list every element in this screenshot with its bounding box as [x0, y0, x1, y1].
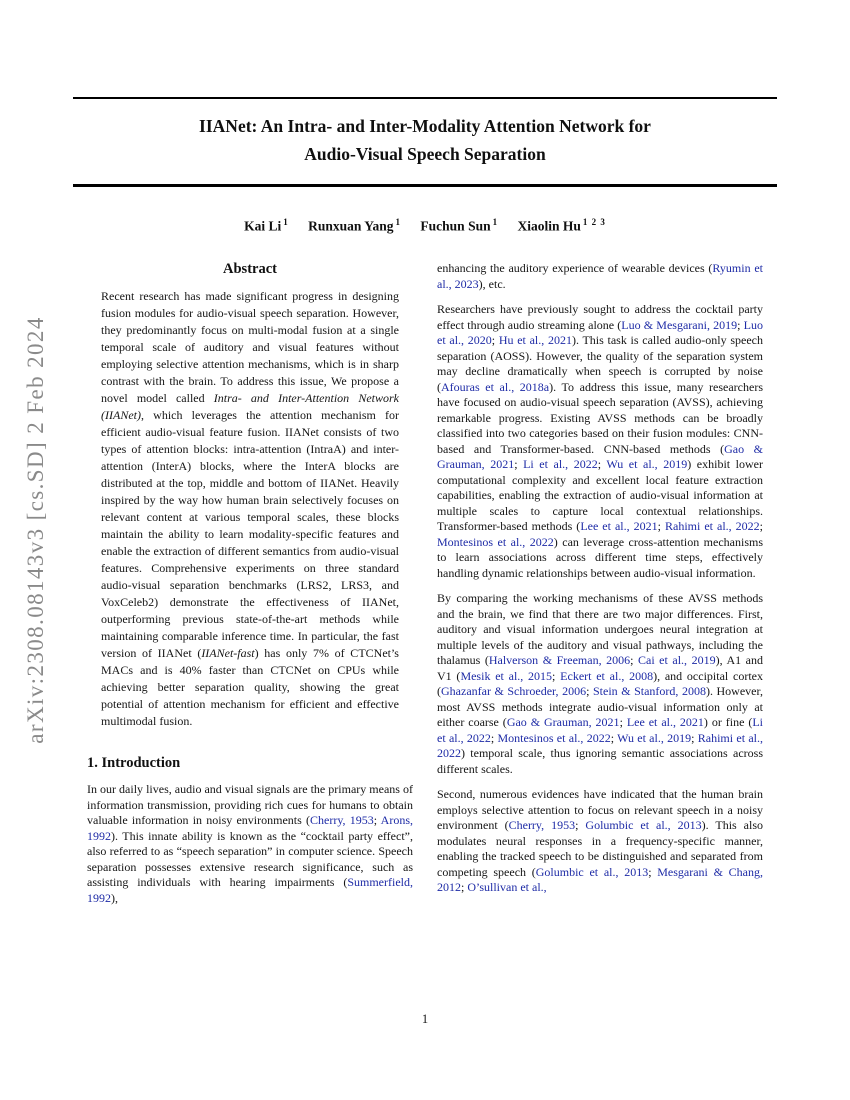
body-text: ;	[657, 519, 665, 533]
author-xiaolin-hu	[517, 217, 605, 235]
body-text: ;	[373, 813, 381, 827]
body-text: ;	[586, 684, 593, 698]
body-text: ) has only 7% of CTCNet’s MACs and is 40% faster than CTCNet on CPUs while achieving better separation quality, showing the great potential of attention mechanism for efficient and effective multimodal fusion.	[101, 646, 399, 728]
body-text: ) can leverage cross-attention mechanisms to learn associations across different time steps, effectively handling dynamic relationships between audio-visual information.	[437, 534, 764, 580]
emphasized-text: IIANet-fast	[201, 646, 255, 660]
citation-link[interactable]: Cherry, 1953	[310, 813, 374, 827]
body-text: ;	[648, 864, 658, 879]
citation-link[interactable]: Wu et al., 2019	[606, 457, 688, 471]
body-text: ), etc.	[478, 276, 506, 291]
citation-link[interactable]: Rahimi et al., 2022	[437, 730, 763, 760]
body-paragraph	[437, 261, 763, 292]
author-kai-li	[244, 217, 289, 235]
author-name: Fuchun Sun	[420, 218, 491, 234]
citation-link[interactable]: Luo & Mesgarani, 2019	[621, 317, 738, 332]
citation-link[interactable]: Montesinos et al., 2022	[437, 534, 554, 549]
author-name: Kai Li	[244, 218, 282, 234]
body-text: ) or fine (	[703, 715, 753, 729]
citation-link[interactable]: Lee et al., 2021	[580, 519, 658, 533]
citation-link[interactable]: Gao & Grauman, 2021	[437, 441, 764, 471]
title-line-1: IIANet: An Intra- and Inter-Modality Attention Network for	[199, 116, 651, 136]
author-line	[73, 217, 777, 235]
intro-paragraph	[87, 782, 413, 906]
body-text: ;	[691, 730, 698, 745]
citation-link[interactable]: Eckert et al., 2008	[560, 668, 654, 683]
citation-link[interactable]: Stein & Stanford, 2008	[593, 684, 706, 698]
author-affiliation-sup: 1	[283, 217, 289, 227]
title-line-2: Audio-Visual Speech Separation	[304, 144, 546, 164]
body-text: ). To address this issue, many researchers have focused on audio-visual speech separation (AVSS), achieving remarkable progress. Existing AVSS methods can be broadly classified into two categories based on their fusion modules: CNN-based and Transformer-based. CNN-based methods (	[437, 379, 763, 456]
author-affiliation-sup: 1	[395, 217, 402, 227]
citation-link[interactable]: Rahimi et al., 2022	[664, 519, 760, 533]
citation-link[interactable]: Mesik et al., 2015	[460, 668, 553, 683]
author-affiliation-sup: 1 2 3	[582, 217, 606, 227]
body-text: ) exhibit lower computational complexity and excellent local feature extraction capabilities, enabling the extraction of audio-visual information at multiple scales to capture local contextual relationships. Transformer-based methods (	[437, 457, 763, 533]
citation-link[interactable]: Halverson & Freeman, 2006	[488, 653, 631, 667]
citation-link[interactable]: Ghazanfar & Schroeder, 2006	[441, 684, 587, 698]
citation-link[interactable]: Montesinos et al., 2022	[497, 730, 611, 745]
citation-link[interactable]: Afouras et al., 2018a	[441, 379, 550, 394]
citation-link[interactable]: Wu et al., 2019	[617, 730, 692, 745]
citation-link[interactable]: Li et al., 2022	[523, 457, 598, 471]
citation-link[interactable]: Luo et al., 2020	[437, 317, 763, 347]
citation-link[interactable]: Hu et al., 2021	[498, 333, 572, 347]
author-name: Xiaolin Hu	[517, 218, 581, 234]
citation-link[interactable]: Li et al., 2022	[437, 715, 763, 745]
body-text: ). However, most AVSS methods integrate audio-visual information only at either coarse (	[437, 684, 764, 729]
citation-link[interactable]: Golumbic et al., 2013	[585, 818, 702, 832]
author-affiliation-sup: 1	[492, 217, 499, 227]
body-text: ;	[759, 519, 763, 533]
citation-link[interactable]: Mesgarani & Chang, 2012	[437, 864, 763, 894]
citation-link[interactable]: Cai et al., 2019	[637, 653, 716, 667]
author-runxuan-yang	[308, 217, 401, 235]
left-column	[87, 261, 413, 916]
body-text: ). This innate ability is known as the “cocktail party effect”, also referred to as “speech separation” in computer science. Speech separation possesses extensive research significance, such as assisting individuals with hearing impairments (	[87, 828, 413, 889]
body-text: ). This also modulates neural responses in a frequency-specific manner, enabling the tracked speech to be distinguished and separated from competing speech (	[437, 818, 763, 879]
page-number: 1	[421, 1012, 429, 1026]
abstract-body	[101, 288, 399, 730]
body-text: ) temporal scale, thus ignoring semantic associations across different scales.	[437, 746, 763, 776]
top-rule	[73, 97, 777, 99]
section-heading-introduction: 1. Introduction	[87, 755, 181, 771]
body-text: ;	[491, 333, 499, 347]
body-text: In our daily lives, audio and visual signals are the primary means of information transmission, providing rich cues for humans to obtain valuable information in noisy environments (	[87, 782, 413, 827]
body-text: ),	[111, 890, 118, 905]
body-text: ;	[552, 668, 561, 683]
body-text: ;	[610, 730, 618, 745]
citation-link[interactable]: Cherry, 1953	[508, 818, 576, 832]
citation-link[interactable]: Arons, 1992	[87, 813, 414, 843]
citation-link[interactable]: O’sullivan et al.,	[467, 880, 547, 894]
body-text: ), A1 and V1 (	[437, 653, 763, 683]
author-name: Runxuan Yang	[308, 218, 394, 234]
body-text: Researchers have previously sought to address the cocktail party effect through audio streaming alone (	[437, 302, 763, 332]
body-text: ). This task is called audio-only speech separation (AOSS). However, the quality of the separation system may decline dramatically when speech is corrupted by noise (	[437, 333, 763, 394]
body-text: ), and occipital cortex (	[437, 668, 763, 698]
body-paragraph	[437, 787, 763, 896]
body-text: ;	[514, 457, 524, 471]
citation-link[interactable]: Golumbic et al., 2013	[535, 864, 649, 879]
body-text: ;	[737, 317, 744, 332]
body-text: ;	[619, 715, 627, 729]
body-text: Recent research has made significant progress in designing fusion modules for audio-visual speech separation. However, they predominantly focus on multi-modal fusion at a single temporal scale of auditory and visual features without employing selective attention mechanisms, which is in sharp contrast with the brain. To address this issue, We propose a novel model called	[101, 289, 399, 405]
body-paragraph	[437, 302, 763, 581]
body-text: By comparing the working mechanisms of these AVSS methods and the brain, we find that there are two major differences. First, auditory and visual information undergoes neural integration at multiple levels of the auditory and visual pathways, including the thalamus (	[437, 591, 763, 667]
body-text: ;	[630, 653, 638, 667]
author-fuchun-sun	[420, 217, 498, 235]
body-text: ;	[597, 457, 607, 471]
body-text: Second, numerous evidences have indicated that the human brain employs selective attention to focus on relevant speech in a noisy environment (	[437, 787, 763, 832]
abstract-heading: Abstract	[223, 261, 277, 277]
title-rule	[73, 184, 777, 187]
emphasized-text: Intra- and Inter-Attention Network (IIANet)	[101, 391, 399, 422]
body-text: , which leverages the attention mechanism for efficient audio-visual feature fusion. IIANet consists of two types of attention blocks: intra-attention (IntraA) and inter-attention (InterA) blocks, where the InterA blocks are distributed at the top, middle and bottom of IIANet. Heavily inspired by the way how human brain selectively focuses on relevant content at various temporal scales, these blocks maintain the ability to learn modality-specific features and enable the extraction of different semantics from audio-visual features. Comprehensive experiments on three standard audio-visual separation benchmarks (LRS2, LRS3, and VoxCeleb2) demonstrate the effectiveness of IIANet, outperforming previous state-of-the-art methods while maintaining comparable inference time. In particular, the fast version of IIANet (	[101, 408, 399, 660]
paper-title	[73, 112, 777, 168]
citation-link[interactable]: Lee et al., 2021	[626, 715, 704, 729]
body-paragraph	[437, 591, 763, 777]
body-text: ;	[575, 818, 586, 832]
body-text: ;	[461, 880, 468, 894]
right-column	[437, 261, 763, 906]
arxiv-watermark: arXiv:2308.08143v3 [cs.SD] 2 Feb 2024	[23, 316, 48, 744]
body-text: enhancing the auditory experience of wearable devices (	[437, 261, 713, 275]
citation-link[interactable]: Summerfield, 1992	[87, 875, 413, 905]
body-text: ;	[490, 730, 498, 745]
citation-link[interactable]: Gao & Grauman, 2021	[506, 715, 620, 729]
citation-link[interactable]: Ryumin et al., 2023	[437, 261, 763, 291]
